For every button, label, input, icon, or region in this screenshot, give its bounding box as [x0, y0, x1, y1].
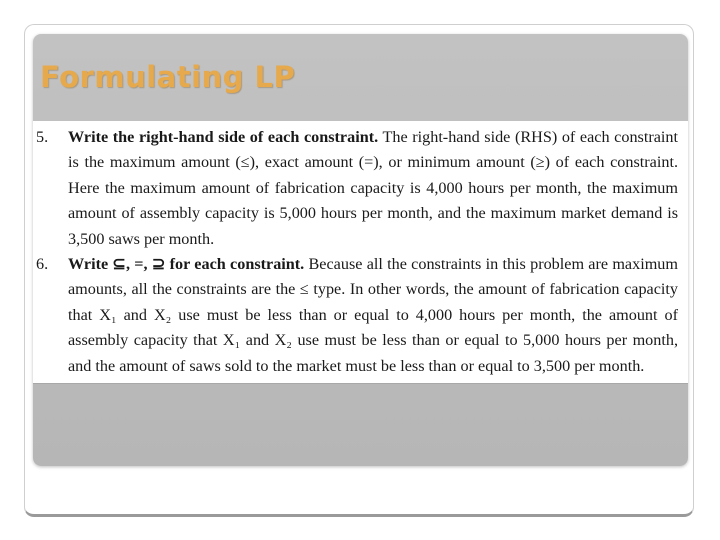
- item-heading: Write ⊆, =, ⊇ for each constraint.: [68, 255, 305, 274]
- numbered-list: [36, 125, 678, 379]
- item-body: Because all the constraints in this problem are maximum amounts, all the constraints are the ≤ type. In other words, the amount of fabrication capacity that X₁ and X₂ use must be less than or equal to 4,000 hours per month, the amount of assembly capacity that X₁ and X₂ use must be less than or equal to 5,000 hours per month, and the amount of saws sold to the market must be less than or equal to 3,500 per month.: [68, 255, 678, 375]
- list-item-6: [36, 252, 678, 379]
- item-number: 6.: [36, 255, 49, 274]
- item-number: 5.: [36, 128, 49, 146]
- slide-title: Formulating LP: [40, 60, 296, 94]
- textbook-excerpt-image: [33, 121, 688, 383]
- excerpt-bottom-edge: [33, 383, 688, 384]
- list-item-5: [36, 125, 678, 252]
- item-body: The right-hand side (RHS) of each constraint is the maximum amount (≤), exact amount (=), or minimum amount (≥) of each constraint. Here the maximum amount of fabrication capacity is 4,000 hours per month, the maximum amount of assembly capacity is 5,000 hours per month, and the maximum market demand is 3,500 saws per month.: [68, 128, 679, 248]
- item-heading: Write the right-hand side of each constraint.: [68, 128, 379, 146]
